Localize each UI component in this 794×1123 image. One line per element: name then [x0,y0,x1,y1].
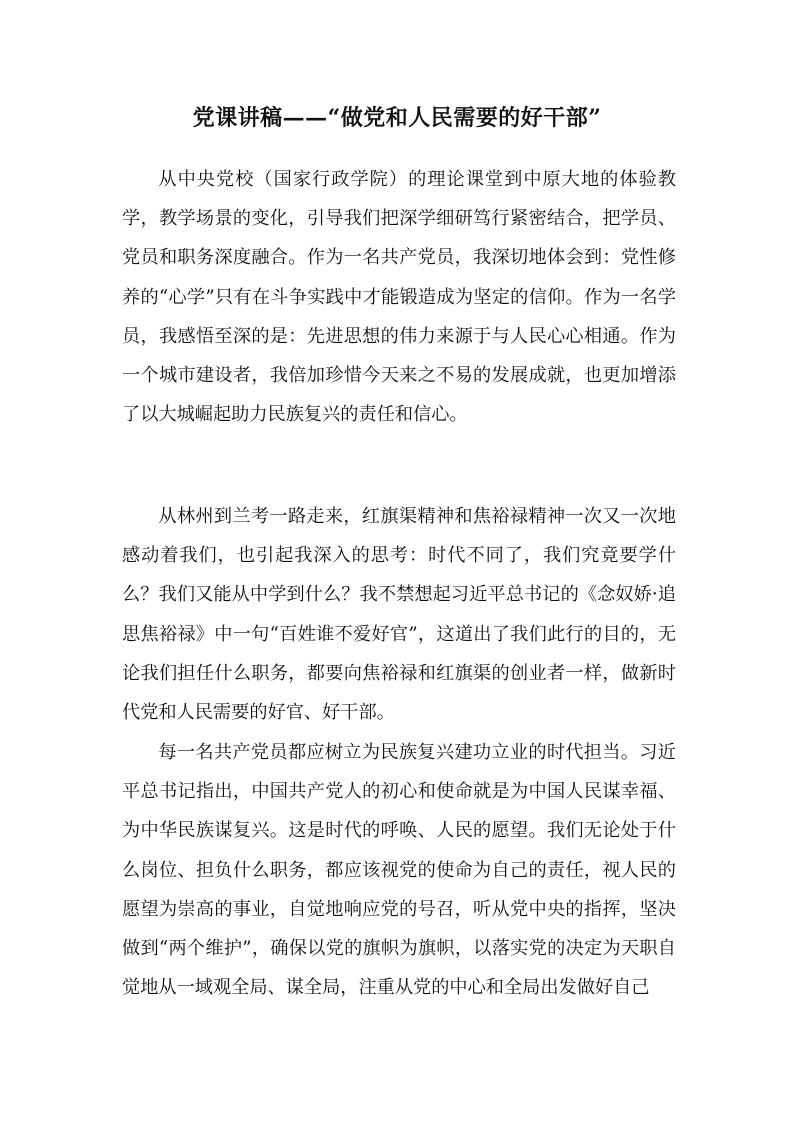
page-title: 党课讲稿——“做党和人民需要的好干部” [192,105,602,131]
paragraph-1: 从中央党校（国家行政学院）的理论课堂到中原大地的体验教学，教学场景的变化，引导我们把深学细研笃行紧密结合，把学员、党员和职务深度融合。作为一名共产党员，我深切地体会到：党性修养的“心学”只有在斗争实践中才能锻造成为坚定的信仰。作为一名学员，我感悟至深的是：先进思想的伟力来源于与人民心心相通。作为一个城市建设者，我倍加珍惜今天来之不易的发展成就，也更加增添了以大城崛起助力民族复兴的责任和信心。 [122,169,676,426]
paragraph-2: 从林州到兰考一路走来，红旗渠精神和焦裕禄精神一次又一次地感动着我们，也引起我深入的思考：时代不同了，我们究竟要学什么？我们又能从中学到什么？我不禁想起习近平总书记的《念奴娇·追思焦裕禄》中一句“百姓谁不爱好官”，这道出了我们此行的目的，无论我们担任什么职务，都要向焦裕禄和红旗渠的创业者一样，做新时代党和人民需要的好官、好干部。 [122,506,676,724]
paragraph-3: 每一名共产党员都应树立为民族复兴建功立业的时代担当。习近平总书记指出，中国共产党人的初心和使命就是为中国人民谋幸福、为中华民族谋复兴。这是时代的呼唤、人民的愿望。我们无论处于什么岗位、担负什么职务，都应该视党的使命为自己的责任，视人民的愿望为崇高的事业，自觉地响应党的号召，听从党中央的指挥，坚决做到“两个维护”，确保以党的旗帜为旗帜，以落实党的决定为天职自觉地从一域观全局、谋全局，注重从党的中心和全局出发做好自己 [122,742,676,999]
